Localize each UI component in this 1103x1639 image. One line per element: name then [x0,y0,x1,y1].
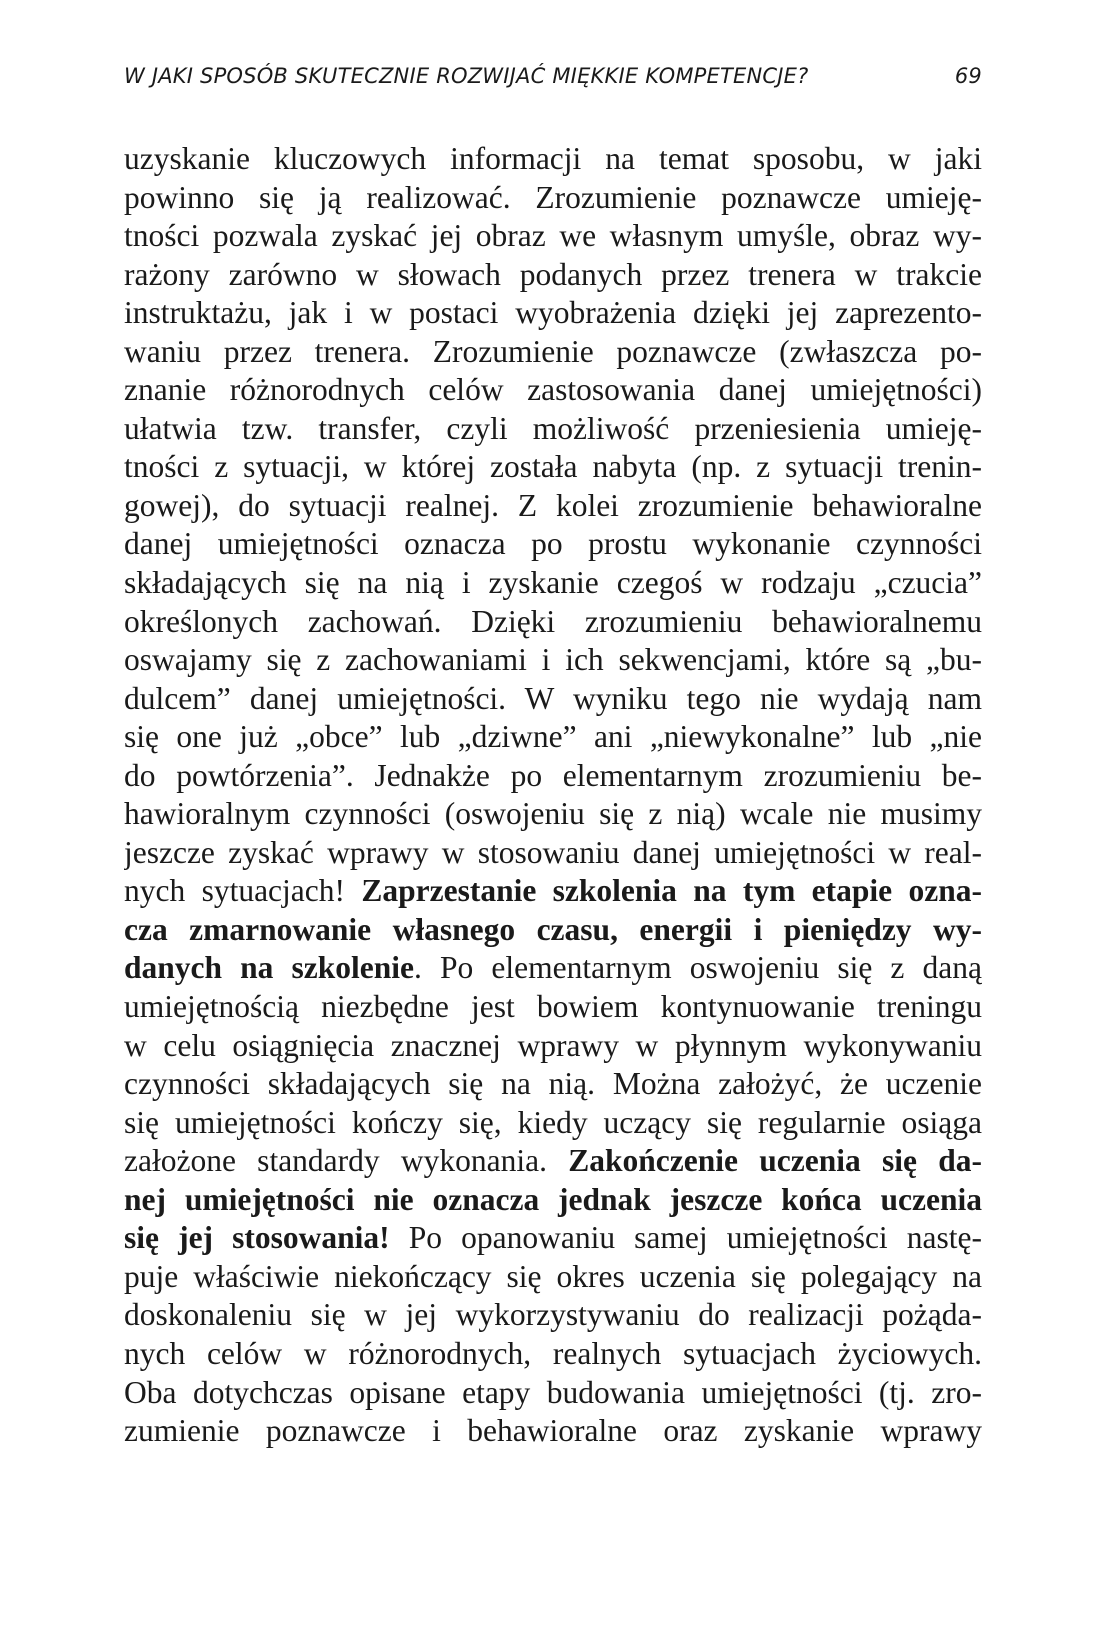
text-line [124,603,982,642]
text-line [124,757,982,796]
text-line [124,1181,982,1220]
text-segment: ułatwia tzw. transfer, czyli możliwość przeniesienia umieję- [124,410,982,446]
text-line [124,718,982,757]
text-line [124,487,982,526]
text-segment: jeszcze zyskać wprawy w stosowaniu danej umiejętności w real- [124,834,982,870]
text-segment: się one już „obce” lub „dziwne” ani „niewykonalne” lub „nie [124,719,982,755]
text-segment: . Po elementarnym oswojeniu się z daną [414,950,982,986]
text-line [124,1065,982,1104]
text-segment: gowej), do sytuacji realnej. Z kolei zrozumienie behawioralne [124,487,982,523]
text-segment: tności pozwala zyskać jej obraz we własnym umyśle, obraz wy- [124,218,982,254]
bold-text-segment: Zakończenie uczenia się da- [568,1143,982,1179]
text-segment: Oba dotychczas opisane etapy budowania umiejętności (tj. zro- [124,1374,982,1410]
text-line [124,1258,982,1297]
text-line [124,371,982,410]
body-paragraph [124,140,982,1451]
text-line [124,217,982,256]
text-line [124,1219,982,1258]
text-segment: danej umiejętności oznacza po prostu wykonanie czynności [124,526,982,562]
text-segment: określonych zachowań. Dzięki zrozumieniu behawioralnemu [124,603,982,639]
text-segment: dulcem” danej umiejętności. W wyniku tego nie wydają nam [124,680,982,716]
text-segment: składających się na nią i zyskanie czegoś w rodzaju „czucia” [124,565,982,601]
text-segment: waniu przez trenera. Zrozumienie poznawcze (zwłaszcza po- [124,333,982,369]
bold-text-segment: cza zmarnowanie własnego czasu, energii i pieniędzy wy- [124,911,982,947]
text-segment: rażony zarówno w słowach podanych przez trenera w trakcie [124,256,982,292]
text-line [124,1104,982,1143]
bold-text-segment: Zaprzestanie szkolenia na tym etapie ozna- [361,873,982,909]
text-line [124,1374,982,1413]
text-segment: hawioralnym czynności (oswojeniu się z nią) wcale nie musimy [124,796,982,832]
text-segment: doskonaleniu się w jej wykorzystywaniu do realizacji pożąda- [124,1297,982,1333]
text-line [124,872,982,911]
text-line [124,448,982,487]
text-segment: oswajamy się z zachowaniami i ich sekwencjami, które są „bu- [124,642,982,678]
text-line [124,1335,982,1374]
text-line [124,834,982,873]
chapter-title: W JAKI SPOSÓB SKUTECZNIE ROZWIJAĆ MIĘKKIE KOMPETENCJE? [124,64,809,88]
text-line [124,179,982,218]
text-line [124,1027,982,1066]
running-head [124,64,982,104]
text-segment: znanie różnorodnych celów zastosowania danej umiejętności) [124,372,982,408]
text-segment: zumienie poznawcze i behawioralne oraz zyskanie wprawy [124,1413,982,1449]
text-line [124,1142,982,1181]
text-line [124,410,982,449]
text-line [124,256,982,295]
text-line [124,1412,982,1451]
text-segment: Po opanowaniu samej umiejętności nastę- [389,1220,982,1256]
text-segment: się umiejętności kończy się, kiedy uczący się regularnie osiąga [124,1104,982,1140]
text-line [124,641,982,680]
text-segment: założone standardy wykonania. [124,1143,569,1179]
text-line [124,988,982,1027]
text-segment: instruktażu, jak i w postaci wyobrażenia dzięki jej zaprezento- [124,295,982,331]
text-line [124,1296,982,1335]
text-segment: uzyskanie kluczowych informacji na temat sposobu, w jaki [124,141,982,176]
text-segment: tności z sytuacji, w której została nabyta (np. z sytuacji trenin- [124,449,982,485]
text-segment: puje właściwie niekończący się okres uczenia się polegający na [124,1258,982,1294]
text-line [124,333,982,372]
text-line [124,795,982,834]
text-line [124,911,982,950]
text-segment: powinno się ją realizować. Zrozumienie poznawcze umieję- [124,179,982,215]
text-segment: czynności składających się na nią. Można założyć, że uczenie [124,1066,982,1102]
page-number: 69 [954,64,982,88]
text-segment: nych celów w różnorodnych, realnych sytuacjach życiowych. [124,1335,982,1371]
text-line [124,140,982,179]
text-segment: w celu osiągnięcia znacznej wprawy w płynnym wykonywaniu [124,1027,982,1063]
text-line [124,680,982,719]
bold-text-segment: danych na szkolenie [124,950,415,986]
bold-text-segment: się jej stosowania! [124,1220,390,1256]
text-line [124,949,982,988]
text-segment: do powtórzenia”. Jednakże po elementarnym zrozumieniu be- [124,757,982,793]
bold-text-segment: nej umiejętności nie oznacza jednak jeszcze końca uczenia [124,1181,982,1217]
text-line [124,564,982,603]
text-line [124,525,982,564]
text-line [124,294,982,333]
text-segment: nych sytuacjach! [124,873,362,909]
text-segment: umiejętnością niezbędne jest bowiem kontynuowanie treningu [124,989,982,1025]
